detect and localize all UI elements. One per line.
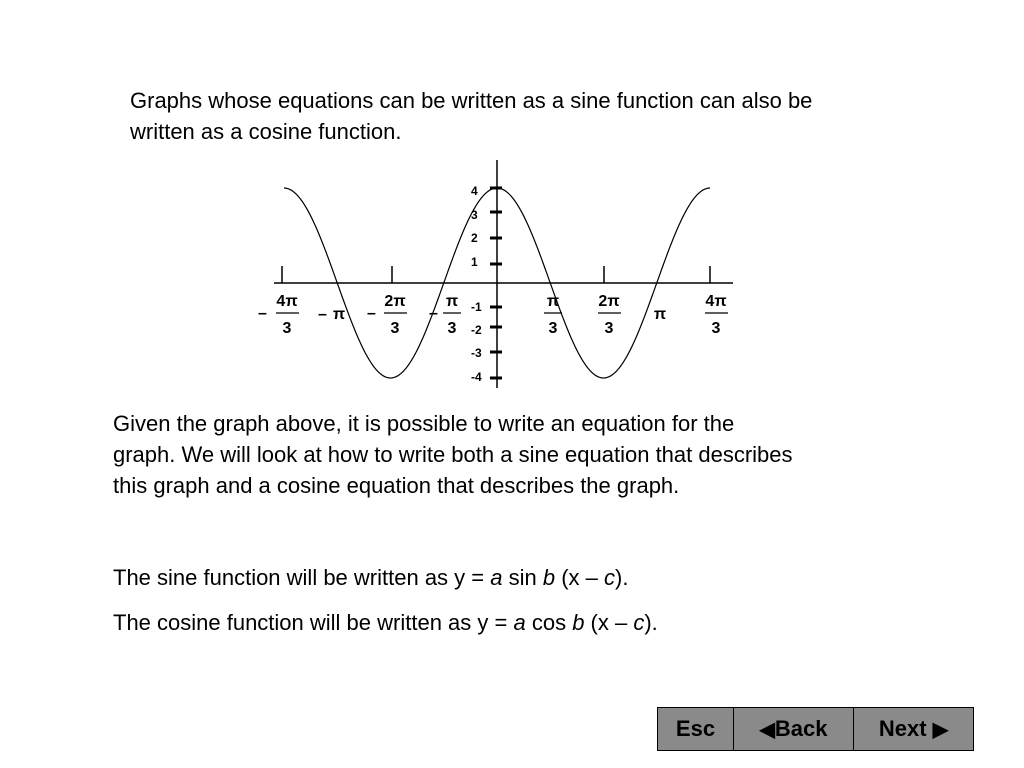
y-tick-label: 1 bbox=[471, 255, 478, 269]
explanation-line-3: this graph and a cosine equation that describes the graph. bbox=[113, 473, 680, 498]
explanation-line-1: Given the graph above, it is possible to write an equation for the bbox=[113, 411, 735, 436]
next-label: Next bbox=[878, 716, 933, 741]
fraction-numerator: 2π bbox=[598, 293, 620, 310]
esc-button[interactable] bbox=[658, 708, 734, 750]
var-c: c bbox=[604, 565, 615, 590]
y-tick-label: -2 bbox=[471, 323, 482, 337]
next-button[interactable] bbox=[854, 708, 973, 750]
cosine-open: (x – bbox=[584, 610, 634, 635]
x-label-pi-3 bbox=[544, 293, 562, 337]
x-label-2pi-3 bbox=[598, 293, 621, 337]
x-label-neg-4pi-3 bbox=[258, 293, 299, 337]
minus-sign: – bbox=[258, 305, 267, 322]
cosine-close: ). bbox=[644, 610, 658, 635]
x-label-pi bbox=[654, 306, 666, 323]
fraction-denominator: 3 bbox=[711, 320, 721, 337]
x-label-neg-pi bbox=[318, 306, 345, 323]
esc-label: Esc bbox=[675, 716, 716, 741]
sine-open: (x – bbox=[555, 565, 604, 590]
back-label: Back bbox=[774, 716, 828, 741]
x-label-neg-2pi-3 bbox=[367, 293, 407, 337]
y-tick-label: 3 bbox=[471, 208, 478, 222]
fraction-numerator: 2π bbox=[384, 293, 406, 310]
fraction-denominator: 3 bbox=[282, 320, 292, 337]
sine-close: ). bbox=[615, 565, 629, 590]
fraction-denominator: 3 bbox=[447, 320, 457, 337]
y-tick-label: 2 bbox=[471, 231, 478, 245]
minus-sign: – bbox=[367, 305, 376, 322]
back-arrow-icon: ◀ bbox=[759, 718, 775, 741]
cosine-fn: cos bbox=[525, 610, 573, 635]
fraction-numerator: π bbox=[546, 293, 560, 310]
y-tick-label: -4 bbox=[471, 370, 482, 384]
sine-fn: sin bbox=[502, 565, 543, 590]
fraction-numerator: 4π bbox=[276, 293, 298, 310]
explanation-paragraph bbox=[113, 408, 933, 501]
intro-line-2: written as a cosine function. bbox=[130, 119, 402, 144]
back-button[interactable] bbox=[734, 708, 854, 750]
fraction-numerator: π bbox=[445, 293, 459, 310]
var-b: b bbox=[542, 565, 556, 590]
y-tick-label: -3 bbox=[471, 346, 482, 360]
minus-sign: – bbox=[429, 305, 438, 322]
fraction-denominator: 3 bbox=[604, 320, 614, 337]
minus-sign: – bbox=[318, 306, 327, 323]
var-b: b bbox=[572, 610, 585, 635]
var-a: a bbox=[490, 565, 503, 590]
fraction-numerator: 4π bbox=[705, 293, 727, 310]
navigation-bar bbox=[657, 707, 974, 751]
var-a: a bbox=[513, 610, 526, 635]
cosine-prefix: The cosine function will be written as y = bbox=[113, 610, 514, 635]
sine-form-line bbox=[113, 562, 933, 593]
explanation-line-2: graph. We will look at how to write both a sine equation that describes bbox=[113, 442, 793, 467]
intro-line-1: Graphs whose equations can be written as a sine function can also be bbox=[130, 88, 813, 113]
x-label-4pi-3 bbox=[705, 293, 728, 337]
pi-label: π bbox=[332, 306, 346, 323]
fraction-denominator: 3 bbox=[390, 320, 400, 337]
y-tick-label: -1 bbox=[471, 300, 482, 314]
cosine-form-line bbox=[113, 607, 933, 638]
sine-prefix: The sine function will be written as y = bbox=[113, 565, 491, 590]
pi-label: π bbox=[653, 306, 667, 323]
y-tick-label: 4 bbox=[471, 184, 478, 198]
x-label-neg-pi-3 bbox=[429, 293, 461, 337]
var-c: c bbox=[633, 610, 645, 635]
next-arrow-icon: ▶ bbox=[932, 718, 949, 741]
fraction-denominator: 3 bbox=[548, 320, 558, 337]
